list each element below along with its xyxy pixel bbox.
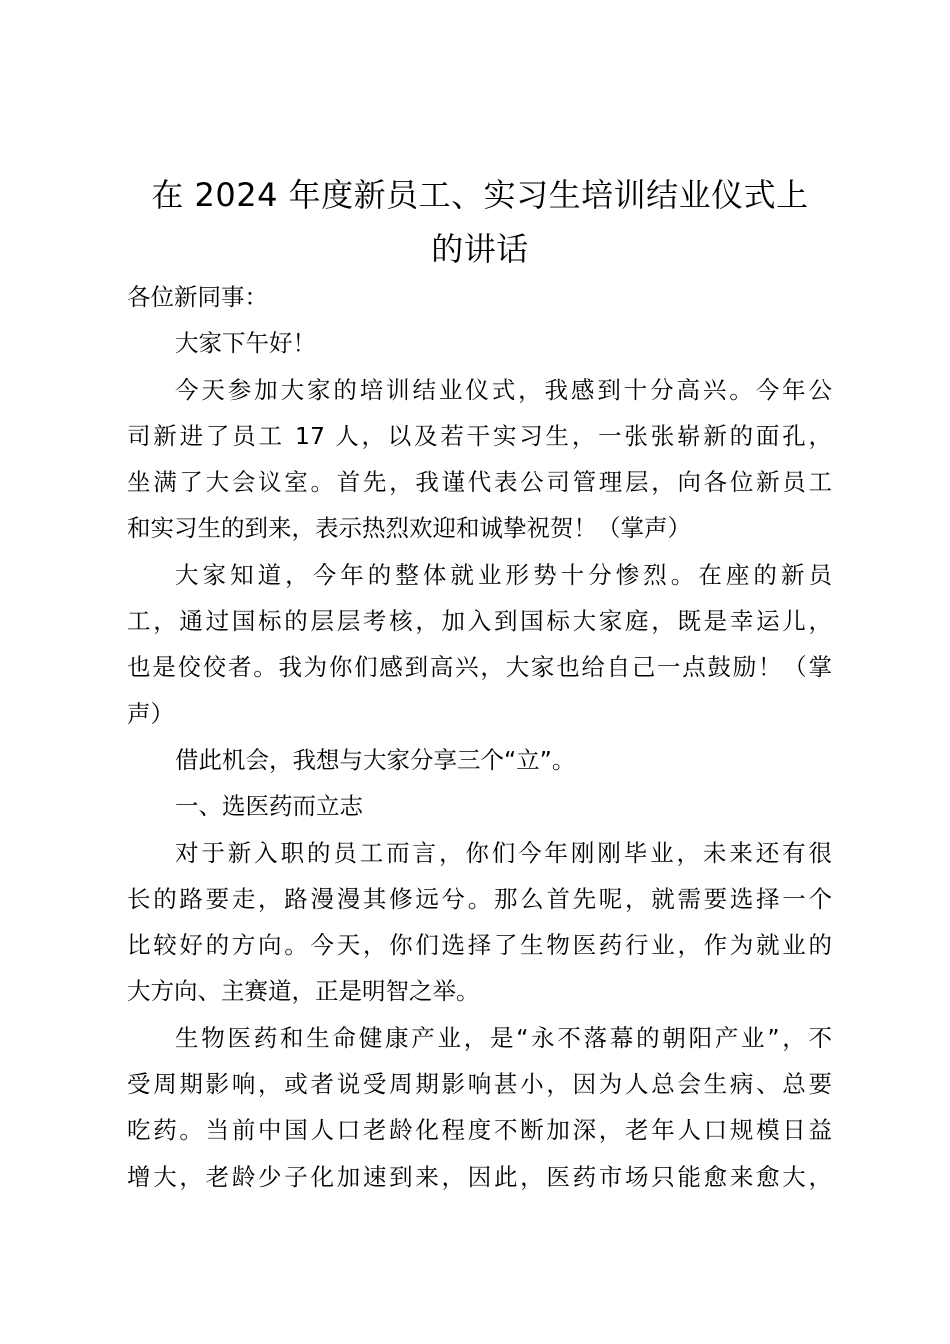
body-text-line: 借此机会，我想与大家分享三个“立”。 <box>175 745 576 774</box>
body-text-line: 吃药。当前中国人口老龄化程度不断加深，老年人口规模日益 <box>127 1116 832 1145</box>
body-text-line: 大方向、主赛道，正是明智之举。 <box>127 977 480 1006</box>
body-text-line: 也是佼佼者。我为你们感到高兴，大家也给自己一点鼓励！（掌 <box>127 653 832 682</box>
body-text-line: 对于新入职的员工而言，你们今年刚刚毕业，未来还有很 <box>175 838 832 867</box>
document-body <box>127 274 832 1200</box>
body-text-line: 长的路要走，路漫漫其修远兮。那么首先呢，就需要选择一个 <box>127 884 832 913</box>
title-line: 的讲话 <box>431 230 529 268</box>
title-line: 在 2024 年度新员工、实习生培训结业仪式上 <box>151 176 809 214</box>
body-text-line: 今天参加大家的培训结业仪式，我感到十分高兴。今年公 <box>175 375 832 404</box>
body-text-line: 各位新同事： <box>127 283 268 311</box>
body-text-line: 增大，老龄少子化加速到来，因此，医药市场只能愈来愈大， <box>127 1162 832 1191</box>
document-title <box>120 168 840 276</box>
body-text-line: 比较好的方向。今天，你们选择了生物医药行业，作为就业的 <box>127 931 832 960</box>
body-text-line: 一、选医药而立志 <box>175 792 363 821</box>
body-text-line: 声） <box>127 699 174 728</box>
body-text-line: 生物医药和生命健康产业，是“永不落幕的朝阳产业”，不 <box>175 1023 832 1052</box>
body-text-line: 和实习生的到来，表示热烈欢迎和诚挚祝贺！（掌声） <box>127 514 691 543</box>
body-text-line: 受周期影响，或者说受周期影响甚小，因为人总会生病、总要 <box>127 1070 832 1099</box>
body-text-line: 工，通过国标的层层考核，加入到国标大家庭，既是幸运儿， <box>127 607 832 636</box>
body-text-line: 司新进了员工 17 人，以及若干实习生，一张张崭新的面孔， <box>127 421 832 450</box>
body-text-line: 坐满了大会议室。首先，我谨代表公司管理层，向各位新员工 <box>127 468 832 497</box>
body-text-line: 大家下午好！ <box>175 329 316 358</box>
body-text-line: 大家知道，今年的整体就业形势十分惨烈。在座的新员 <box>175 560 832 589</box>
